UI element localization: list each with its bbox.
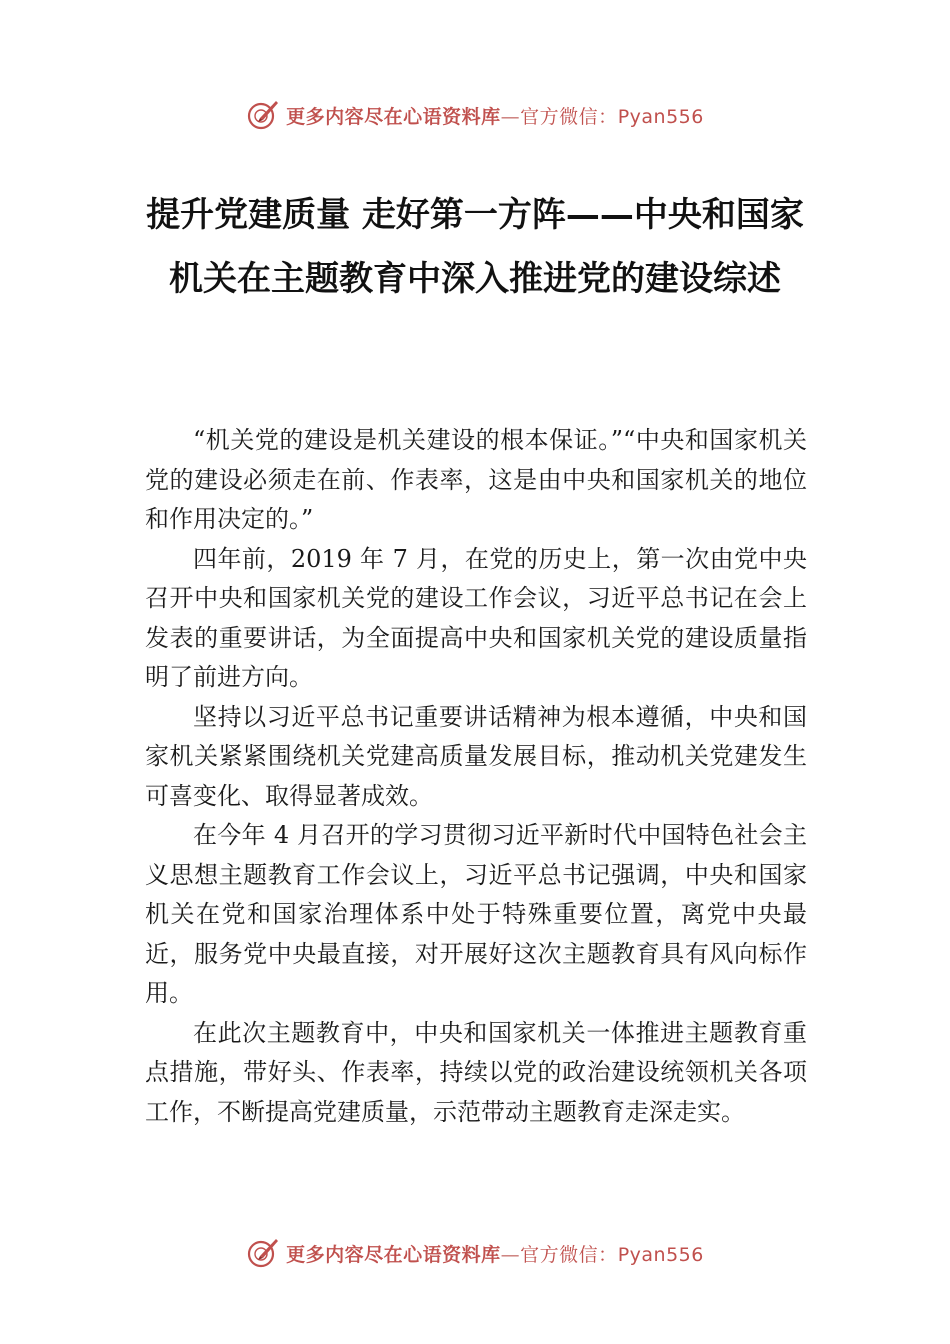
watermark-text <box>286 102 704 129</box>
footer-watermark <box>0 1233 950 1273</box>
watermark-text <box>286 1240 704 1267</box>
quill-logo-icon <box>246 98 280 132</box>
paragraph-1: “机关党的建设是机关建设的根本保证。”“中央和国家机关党的建设必须走在前、作表率，这是由中央和国家机关的地位和作用决定的。” <box>145 426 807 533</box>
paragraph-3: 坚持以习近平总书记重要讲话精神为根本遵循，中央和国家机关紧紧围绕机关党建高质量发展目标，推动机关党建发生可喜变化、取得显著成效。 <box>145 702 807 810</box>
watermark-dash: — <box>500 105 521 128</box>
document-body <box>145 421 807 1132</box>
watermark-label: 官方微信： <box>520 1243 618 1266</box>
watermark-main: 更多内容尽在心语资料库 <box>286 1243 501 1266</box>
watermark-label: 官方微信： <box>520 105 618 128</box>
watermark-dash: — <box>500 1243 521 1266</box>
quill-logo-icon <box>246 1236 280 1270</box>
paragraph-2: 四年前，2019 年 7 月，在党的历史上，第一次由党中央召开中央和国家机关党的建设工作会议，习近平总书记在会上发表的重要讲话，为全面提高中央和国家机关党的建设质量指明了前进方向。 <box>145 544 807 691</box>
paragraph-4: 在今年 4 月召开的学习贯彻习近平新时代中国特色社会主义思想主题教育工作会议上，习近平总书记强调，中央和国家机关在党和国家治理体系中处于特殊重要位置，离党中央最近，服务党中央最直接，对开展好这次主题教育具有风向标作用。 <box>145 821 807 1007</box>
document-title: 提升党建质量 走好第一方阵——中央和国家机关在主题教育中深入推进党的建设综述 <box>146 195 804 299</box>
header-watermark <box>0 95 950 135</box>
watermark-account: Pyan556 <box>617 105 704 128</box>
paragraph-5: 在此次主题教育中，中央和国家机关一体推进主题教育重点措施，带好头、作表率，持续以党的政治建设统领机关各项工作，不断提高党建质量，示范带动主题教育走深走实。 <box>145 1018 807 1126</box>
watermark-main: 更多内容尽在心语资料库 <box>286 105 501 128</box>
watermark-account: Pyan556 <box>617 1243 704 1266</box>
